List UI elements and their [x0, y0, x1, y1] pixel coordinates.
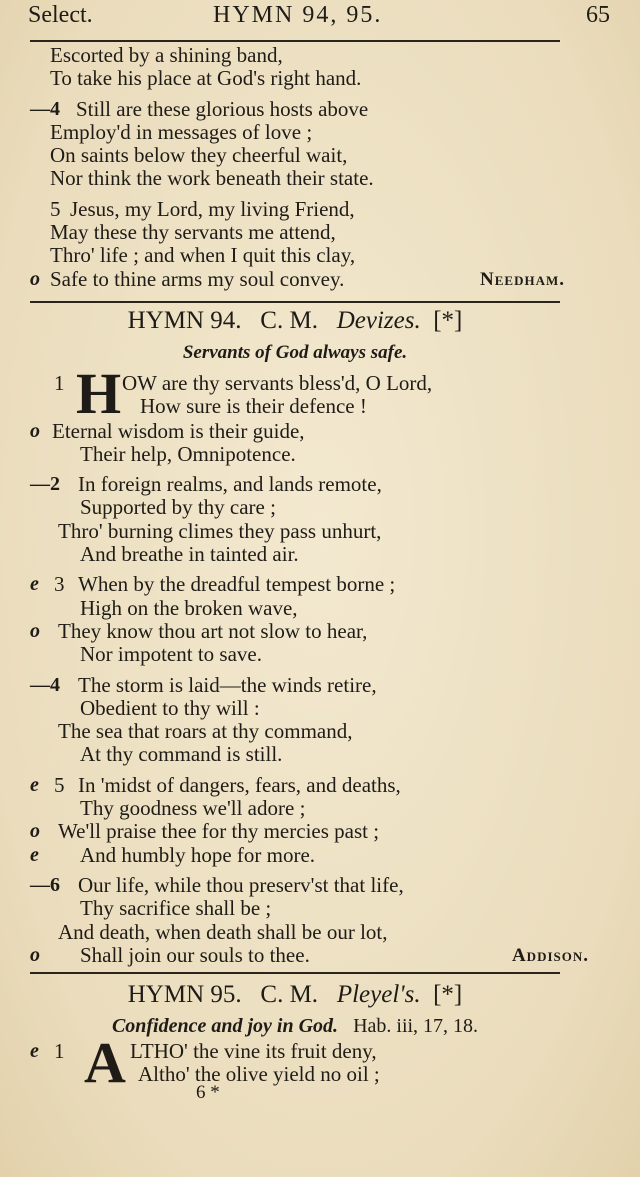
page-number: 65 [586, 2, 610, 28]
header-rule [30, 40, 560, 42]
verse-line: Thy goodness we'll adore ; [80, 796, 306, 821]
composer-addison: Addison. [511, 944, 589, 966]
verse-line: At thy command is still. [80, 742, 283, 767]
verse-line: Nor think the work beneath their state. [50, 166, 374, 191]
verse-line: —4 The storm is laid—the winds retire, [30, 672, 377, 697]
hymn-94-title: HYMN 94. C. M. Devizes. [*] [127, 307, 463, 334]
running-title: HYMN 94, 95. [213, 2, 383, 28]
verse-line: Employ'd in messages of love ; [50, 119, 313, 144]
verse-line: e 3 When by the dreadful tempest borne ; [30, 572, 396, 597]
hymn-94-stanzas [30, 361, 589, 967]
verse-line: e 5 In 'midst of dangers, fears, and deaths, [30, 772, 401, 797]
verse-line: 5 Jesus, my Lord, my living Friend, [50, 196, 355, 221]
scripture-reference: Hab. iii, 17, 18. [353, 1015, 479, 1037]
verse-line: o Eternal wisdom is their guide, [30, 418, 305, 443]
drop-cap-h: H [76, 361, 122, 426]
verse-line: —4 Still are these glorious hosts above [30, 96, 369, 121]
verse-line: o They know thou art not slow to hear, [30, 618, 368, 643]
verse-line: o Safe to thine arms my soul convey. Needham. [30, 266, 565, 291]
verse-line: o We'll praise thee for thy mercies past ; [30, 819, 380, 844]
verse-line: High on the broken wave, [80, 595, 298, 620]
verse-line: And death, when death shall be our lot, [58, 919, 388, 944]
verse-line: Their help, Omnipotence. [80, 441, 296, 466]
verse-line: Thro' life ; and when I quit this clay, [50, 243, 356, 268]
hymn-94-subtitle: Servants of God always safe. [182, 342, 408, 363]
section-rule [30, 972, 560, 974]
hymn-95-title: HYMN 95. C. M. Pleyel's. [*] [127, 981, 463, 1008]
drop-cap-a: A [84, 1030, 126, 1095]
verse-line: Altho' the olive yield no oil ; [138, 1062, 380, 1087]
verse-line: —2 In foreign realms, and lands remote, [30, 472, 382, 497]
signature-mark: 6 * [196, 1082, 220, 1103]
verse-line: —6 Our life, while thou preserv'st that life, [30, 872, 404, 897]
verse-line-first: 1 H OW are thy servants bless'd, O Lord, [54, 361, 433, 426]
verse-line: The sea that roars at thy command, [58, 719, 353, 744]
composer-needham: Needham. [480, 268, 565, 290]
verse-line: o Shall join our souls to thee. Addison. [30, 942, 589, 967]
verse-line: May these thy servants me attend, [50, 220, 336, 245]
verse-line: How sure is their defence ! [140, 394, 367, 419]
hymn-95-stanzas [30, 1030, 575, 1095]
section-rule [30, 301, 560, 303]
verse-line: Thy sacrifice shall be ; [80, 896, 272, 921]
running-head [28, 2, 610, 32]
verse-line: Obedient to thy will : [80, 695, 260, 720]
verse-line: To take his place at God's right hand. [50, 66, 362, 91]
verse-line: Supported by thy care ; [80, 495, 276, 520]
verse-line: Nor impotent to save. [80, 642, 262, 667]
verse-line: Escorted by a shining band, [50, 43, 283, 67]
verse-line: Thro' burning climes they pass unhurt, [58, 518, 382, 543]
verse-line: And breathe in tainted air. [80, 542, 299, 567]
continued-stanzas [30, 44, 575, 291]
hymn-95-subtitle: Confidence and joy in God. Hab. iii, 17, 18. [111, 1015, 479, 1037]
verse-line: e And humbly hope for more. [30, 842, 316, 867]
verse-line-first: e 1 A LTHO' the vine its fruit deny, [30, 1030, 377, 1095]
section-label: Select. [28, 2, 93, 28]
verse-line: On saints below they cheerful wait, [50, 143, 348, 168]
